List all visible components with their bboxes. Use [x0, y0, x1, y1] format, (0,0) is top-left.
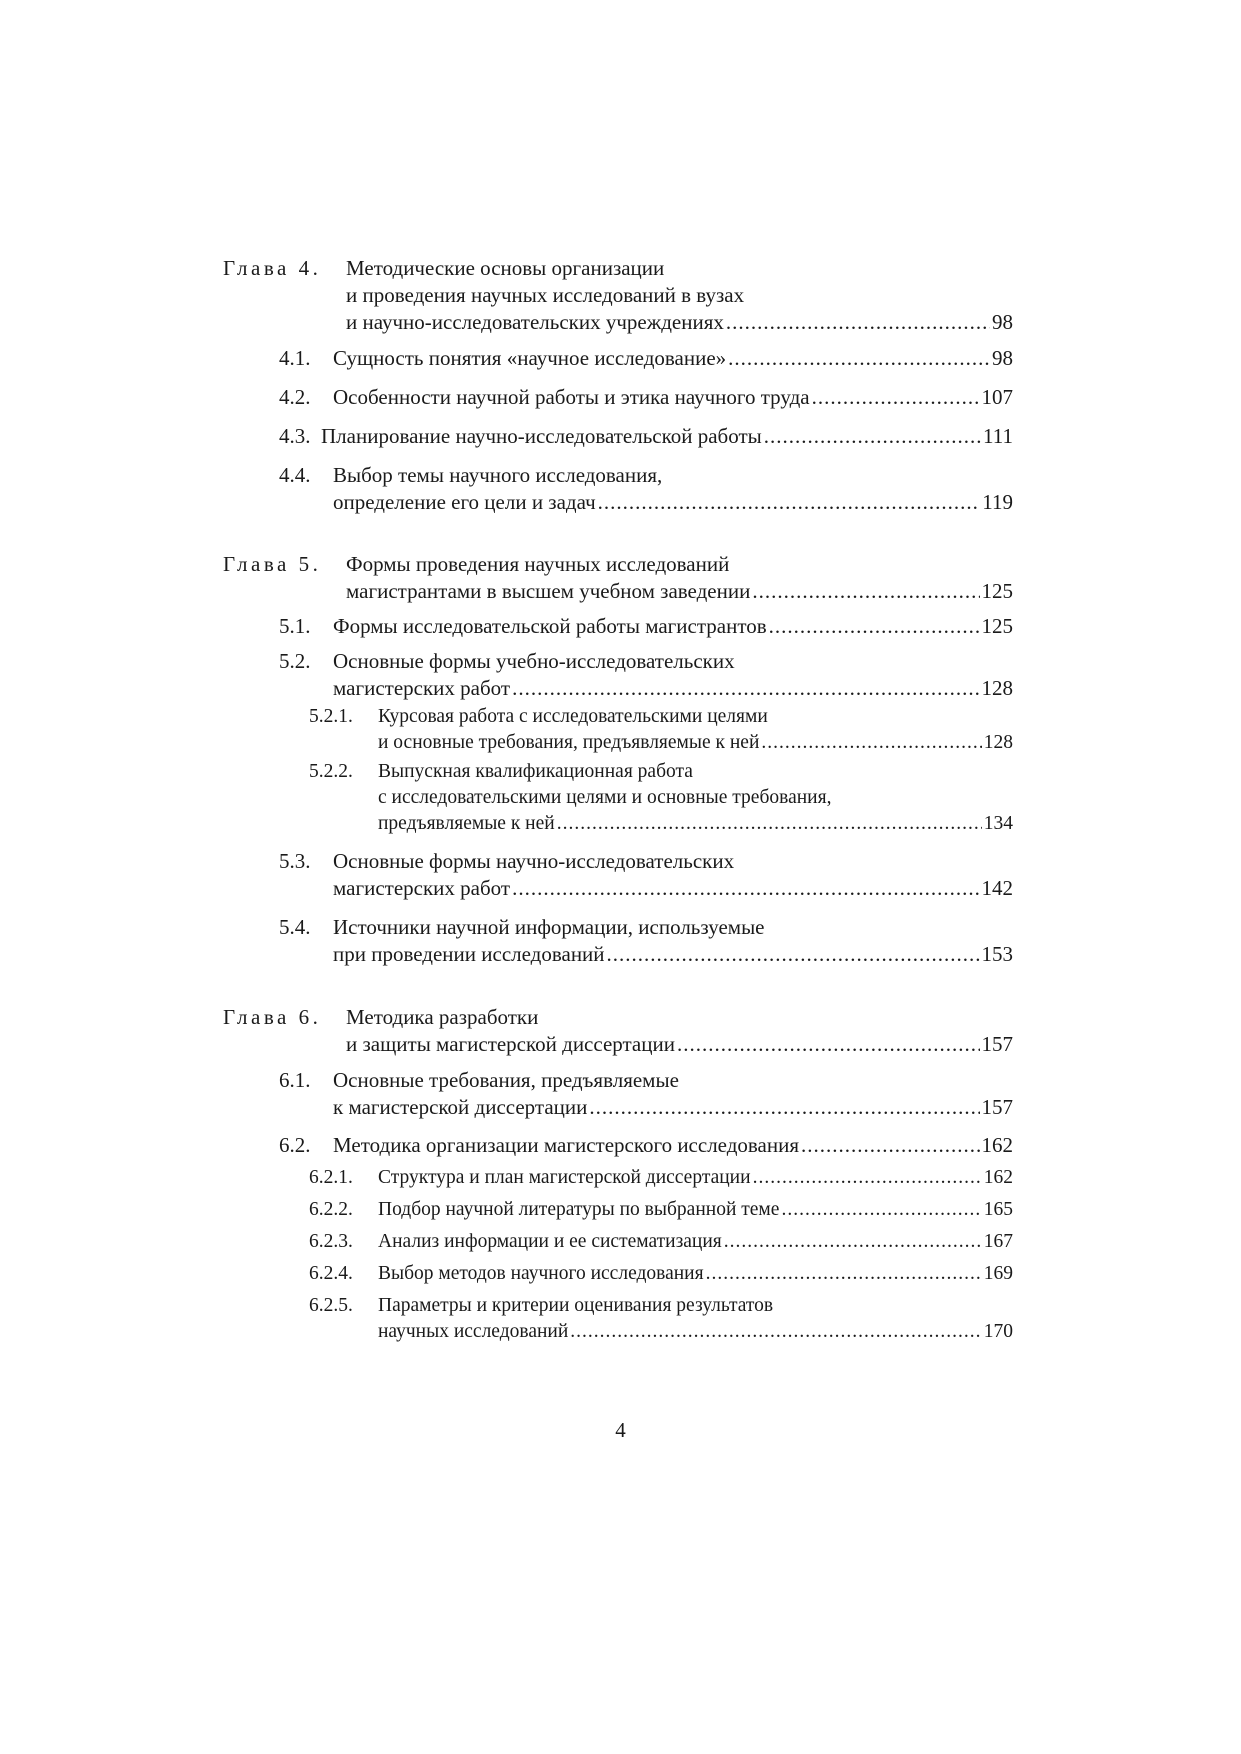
page-ref: 170 [983, 1321, 1013, 1342]
entry-title-line: научных исследований [378, 1321, 569, 1342]
page-ref: 162 [981, 1133, 1013, 1157]
table-of-contents [223, 255, 1013, 1345]
toc-subsection-5-2-1 [223, 704, 1013, 756]
dot-leader [724, 1229, 982, 1255]
chapter-label: Глава 4. [223, 256, 322, 280]
entry-title-line: Формы проведения научных исследований [346, 552, 730, 576]
entry-title-line: с исследовательскими целями и основные требования, [378, 787, 832, 808]
entry-title-line: и защиты магистерской диссертации [346, 1032, 675, 1056]
chapter-label: Глава 6. [223, 1005, 322, 1029]
dot-leader [781, 1197, 981, 1223]
entry-title-line: Планирование научно-исследовательской работы [321, 424, 762, 448]
page-ref: 125 [981, 614, 1013, 638]
toc-subsection-6-2-4 [223, 1261, 1013, 1287]
toc-section-5-3 [223, 848, 1013, 902]
toc-section-5-1 [223, 613, 1013, 640]
section-number: 5.2.1. [309, 706, 353, 727]
page-ref: 107 [981, 385, 1013, 409]
section-number: 5.2.2. [309, 761, 353, 782]
section-number: 5.1. [279, 614, 311, 638]
entry-title-line: магистерских работ [333, 676, 511, 700]
entry-title-line: Выпускная квалификационная работа [378, 761, 693, 782]
toc-section-6-1 [223, 1067, 1013, 1121]
page-ref: 128 [981, 676, 1013, 700]
toc-section-4-1 [223, 345, 1013, 372]
entry-title-line: Параметры и критерии оценивания результатов [378, 1295, 774, 1316]
dot-leader [512, 675, 979, 702]
entry-title-line: и основные требования, предъявляемые к ней [378, 732, 760, 753]
section-number: 4.3. [279, 424, 311, 448]
section-number: 5.4. [279, 915, 311, 939]
section-number: 6.1. [279, 1068, 311, 1092]
dot-leader [728, 345, 990, 372]
toc-subsection-6-2-5 [223, 1293, 1013, 1345]
entry-title-line: и научно-исследовательских учреждениях [346, 310, 724, 334]
page-ref: 157 [981, 1032, 1013, 1056]
section-number: 6.2.4. [309, 1263, 353, 1284]
entry-title-line: предъявляемые к ней [378, 813, 555, 834]
entry-title-line: Выбор темы научного исследования, [333, 463, 663, 487]
dot-leader [607, 941, 980, 968]
page-ref: 157 [981, 1095, 1013, 1119]
entry-title-line: Методические основы организации [346, 256, 665, 280]
section-number: 5.3. [279, 849, 311, 873]
dot-leader [512, 875, 979, 902]
page-ref: 98 [992, 346, 1013, 370]
page-ref: 125 [981, 579, 1013, 603]
toc-section-5-2 [223, 648, 1013, 702]
section-number: 4.1. [279, 346, 311, 370]
toc-subsection-6-2-1 [223, 1165, 1013, 1191]
dot-leader [761, 730, 981, 756]
entry-title-line: Структура и план магистерской диссертации [378, 1167, 751, 1188]
page-number: 4 [615, 1418, 626, 1442]
entry-title-line: Основные требования, предъявляемые [333, 1068, 679, 1092]
dot-leader [677, 1031, 980, 1058]
entry-title-line: при проведении исследований [333, 942, 605, 966]
page-ref: 167 [983, 1231, 1013, 1252]
dot-leader [801, 1132, 980, 1159]
section-number: 6.2.3. [309, 1231, 353, 1252]
page-ref: 142 [981, 876, 1013, 900]
dot-leader [764, 423, 981, 450]
section-number: 5.2. [279, 649, 311, 673]
toc-chapter-4 [223, 255, 1013, 336]
entry-title-line: Курсовая работа с исследовательскими целями [378, 706, 768, 727]
entry-title-line: и проведения научных исследований в вузах [346, 283, 745, 307]
page-ref: 119 [982, 490, 1013, 514]
entry-title-line: Формы исследовательской работы магистрантов [333, 614, 767, 638]
entry-title-line: Методика разработки [346, 1005, 539, 1029]
entry-title-line: магистрантами в высшем учебном заведении [346, 579, 751, 603]
toc-section-5-4 [223, 914, 1013, 968]
toc-subsection-5-2-2 [223, 759, 1013, 837]
dot-leader [812, 384, 980, 411]
entry-title-line: магистерских работ [333, 876, 511, 900]
toc-section-4-4 [223, 462, 1013, 516]
section-number: 6.2.1. [309, 1167, 353, 1188]
entry-title-line: Основные формы научно-исследовательских [333, 849, 735, 873]
page-ref: 153 [981, 942, 1013, 966]
entry-title-line: Методика организации магистерского исследования [333, 1133, 799, 1157]
section-number: 6.2.2. [309, 1199, 353, 1220]
dot-leader [753, 1165, 982, 1191]
toc-section-4-3 [223, 423, 1013, 450]
page-ref: 169 [983, 1263, 1013, 1284]
page-ref: 134 [983, 813, 1013, 834]
toc-subsection-6-2-2 [223, 1197, 1013, 1223]
entry-title-line: Основные формы учебно-исследовательских [333, 649, 735, 673]
dot-leader [589, 1094, 979, 1121]
entry-title-line: Анализ информации и ее систематизация [378, 1231, 722, 1252]
entry-title-line: к магистерской диссертации [333, 1095, 588, 1119]
page-ref: 98 [992, 310, 1013, 334]
toc-chapter-5 [223, 551, 1013, 605]
entry-title-line: Источники научной информации, используемые [333, 915, 765, 939]
toc-chapter-6 [223, 1004, 1013, 1058]
entry-title-line: определение его цели и задач [333, 490, 596, 514]
toc-section-4-2 [223, 384, 1013, 411]
entry-title-line: Подбор научной литературы по выбранной теме [378, 1199, 780, 1220]
toc-section-6-2 [223, 1132, 1013, 1159]
dot-leader [598, 489, 981, 516]
section-number: 6.2.5. [309, 1295, 353, 1316]
entry-title-line: Особенности научной работы и этика научного труда [333, 385, 810, 409]
entry-title-line: Выбор методов научного исследования [378, 1263, 704, 1284]
entry-title-line: Сущность понятия «научное исследование» [333, 346, 727, 370]
page-ref: 165 [983, 1199, 1013, 1220]
dot-leader [752, 578, 979, 605]
dot-leader [706, 1261, 982, 1287]
page-ref: 128 [983, 732, 1013, 753]
dot-leader [557, 811, 982, 837]
section-number: 6.2. [279, 1133, 311, 1157]
chapter-label: Глава 5. [223, 552, 322, 576]
section-number: 4.2. [279, 385, 311, 409]
page-ref: 111 [983, 424, 1013, 448]
dot-leader [570, 1319, 981, 1345]
dot-leader [769, 613, 980, 640]
dot-leader [726, 309, 990, 336]
page-ref: 162 [983, 1167, 1013, 1188]
section-number: 4.4. [279, 463, 311, 487]
toc-subsection-6-2-3 [223, 1229, 1013, 1255]
